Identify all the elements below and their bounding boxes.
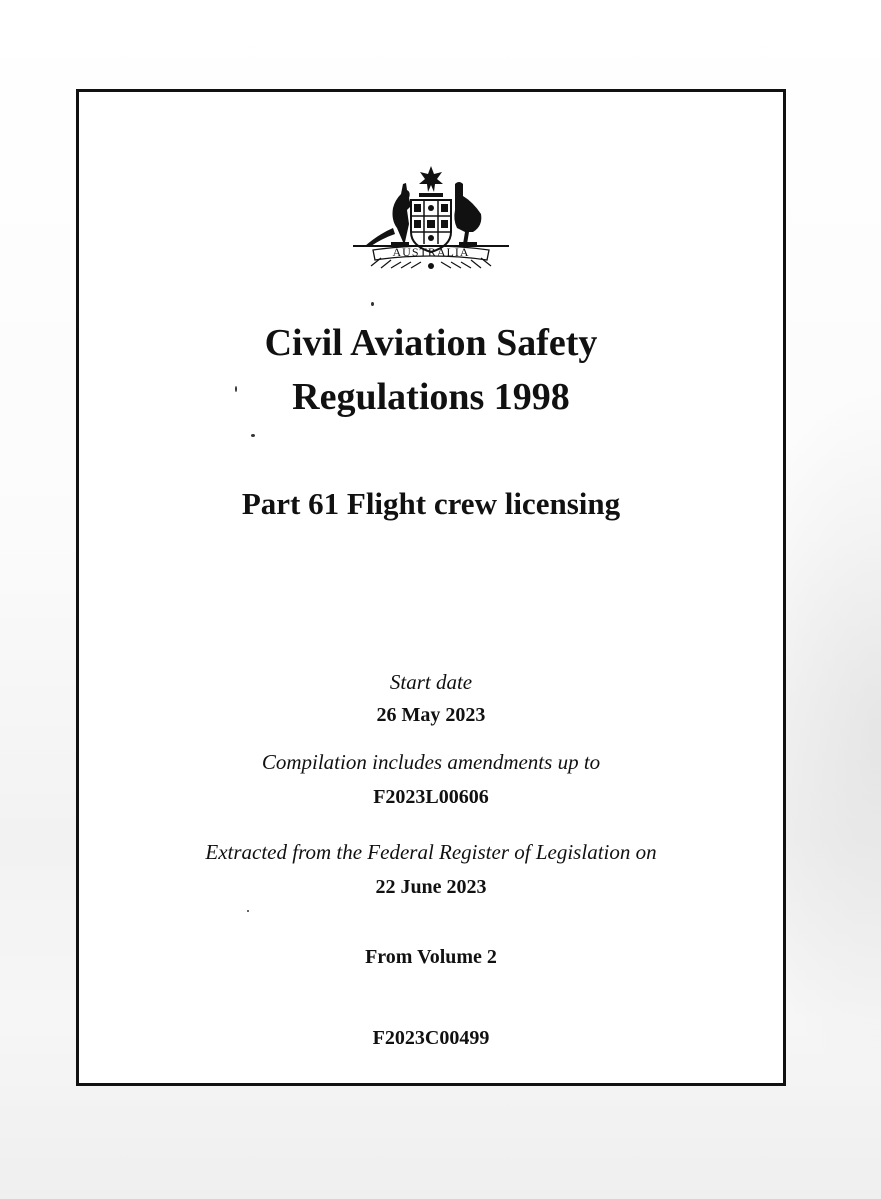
compilation-label: Compilation includes amendments up to <box>261 750 601 774</box>
document-title-line-2: Regulations 1998 <box>292 376 570 418</box>
compilation-id: F2023L00606 <box>373 786 489 808</box>
start-date-label: Start date <box>389 670 473 694</box>
document-title-line-1: Civil Aviation Safety <box>264 322 598 364</box>
scan-speck <box>251 434 255 437</box>
scan-speck <box>235 386 237 392</box>
scan-speck <box>371 302 374 306</box>
coat-of-arms-icon <box>351 162 511 272</box>
document-id: F2023C00499 <box>372 1027 490 1049</box>
part-subtitle: Part 61 Flight crew licensing <box>241 486 621 521</box>
cover-page-frame <box>76 89 786 1086</box>
volume-label: From Volume 2 <box>365 946 497 968</box>
scan-speck <box>247 910 249 912</box>
crest-label: AUSTRALIA <box>392 245 470 259</box>
start-date-value: 26 May 2023 <box>376 704 486 726</box>
extracted-date: 22 June 2023 <box>375 876 487 898</box>
extracted-label: Extracted from the Federal Register of Legislation on <box>205 840 657 864</box>
